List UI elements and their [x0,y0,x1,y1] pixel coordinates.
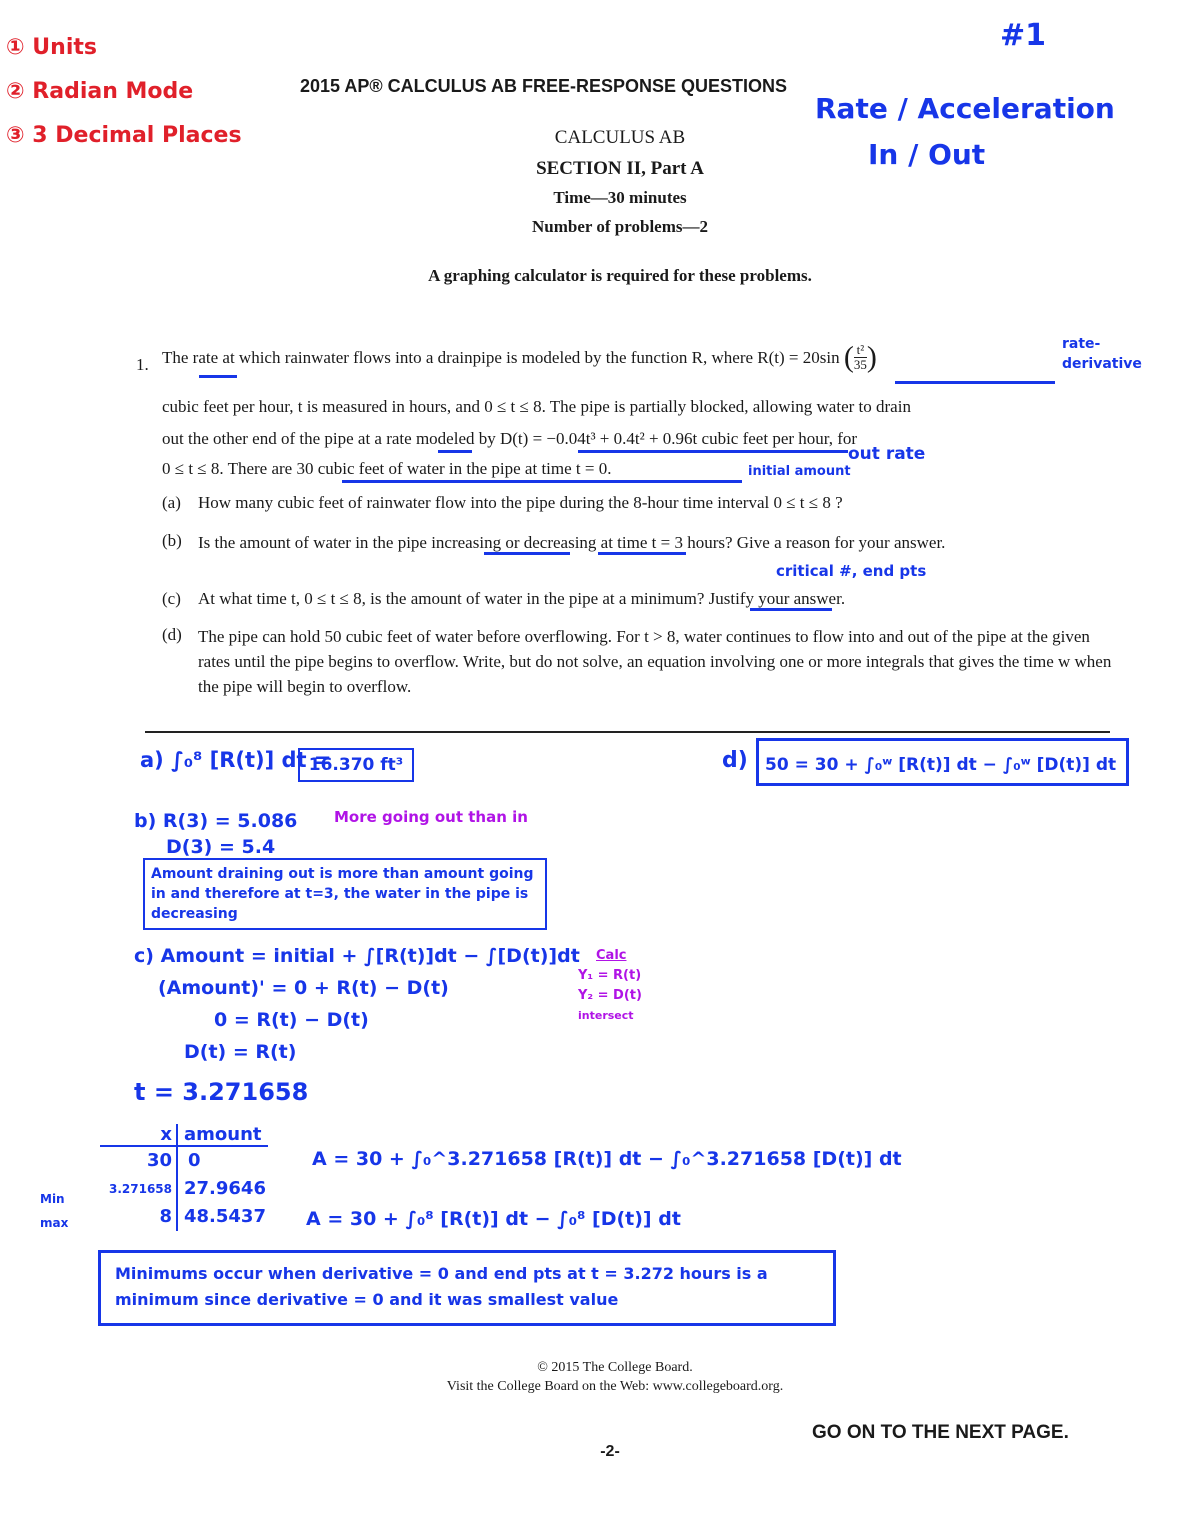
question-line-2: cubic feet per hour, t is measured in hours, and 0 ≤ t ≤ 8. The pipe is partially blocked, allowing water to drain [162,397,911,416]
divider-line [145,731,1110,733]
question-number: 1. [136,355,149,374]
increasing-underline [484,552,570,555]
work-d-answer: 50 = 30 + ∫₀ʷ [R(t)] dt − ∫₀ʷ [D(t)] dt [765,755,1117,775]
side-note-3: ③ 3 Decimal Places [6,123,242,148]
work-c [134,940,580,1108]
part-c-label: (c) [162,589,181,608]
work-c-line4: D(t) = R(t) [184,1041,297,1063]
work-d-label: d) [722,748,748,773]
copyright: © 2015 The College Board. [537,1360,693,1375]
page-number: -2- [600,1443,620,1460]
work-c-line3: 0 = R(t) − D(t) [214,1009,369,1031]
table-row: 30 0 [100,1147,268,1175]
rate-underline [199,375,237,378]
part-d-text: The pipe can hold 50 cubic feet of water before overflowing. For t > 8, water continues to flow into and out of the pipe at the given rates until the pipe begins to overflow. Write, but do not solve, an equation involving one or more integrals that gives the time w when the pipe will begin to overflow. [198,627,1112,696]
work-c-box [98,1250,836,1326]
initial-underline [342,480,742,483]
topic-note-rate: Rate / Acceleration [815,92,1115,125]
work-c-line2: (Amount)' = 0 + R(t) − D(t) [158,977,449,999]
topic-note-inout: In / Out [868,138,986,171]
part-d [162,624,1112,699]
question-line-4: 0 ≤ t ≤ 8. There are 30 cubic feet of water in the pipe at time t = 0. [162,459,612,478]
close-paren: ) [866,340,877,374]
amount-table [100,1124,268,1231]
row-tag-max: max [40,1216,69,1230]
part-b-label: (b) [162,531,182,550]
amount-eq-1: A = 30 + ∫₀^3.271658 [R(t)] dt − ∫₀^3.271658 [D(t)] dt [312,1148,902,1170]
question-line-1-text: The rate at which rainwater flows into a drainpipe is modeled by the function R, where R(t) = 20sin [162,347,840,367]
table-row: 3.271658 27.9646 [100,1175,268,1203]
decreasing-underline [598,552,686,555]
part-d-label: (d) [162,625,182,644]
calc-title: Calc [596,948,627,963]
work-c-line1: c) Amount = initial + ∫[R(t)]dt − ∫[D(t)]dt [134,945,580,967]
course-title: CALCULUS AB [554,127,686,148]
row-tag-min: Min [40,1192,65,1206]
table-row: 8 48.5437 [100,1203,268,1231]
page-title: 2015 AP® CALCULUS AB FREE-RESPONSE QUESTIONS [300,76,788,96]
open-paren: ( [843,340,854,374]
work-a-expr: ∫₀⁸ [R(t)] dt = [171,748,332,772]
work-b-box [143,858,547,930]
part-c-text: At what time t, 0 ≤ t ≤ 8, is the amount of water in the pipe at a minimum? Justify your answer. [198,589,846,608]
work-a-answer-box [298,748,414,782]
section-title: SECTION II, Part A [536,158,704,179]
work-c-line5: t = 3.271658 [134,1078,309,1106]
work-a-label: a) [140,748,164,772]
work-b-box-text: Amount draining out is more than amount going in and therefore at t=3, the water in the pipe is decreasing [151,866,534,922]
calc-y2: Y₂ = D(t) [578,988,642,1003]
frac-numerator: t² [854,343,867,358]
visit-line: Visit the College Board on the Web: www.collegeboard.org. [446,1379,784,1394]
work-d-box [756,738,1129,786]
annotation-rate-derivative: rate-derivative [1062,336,1142,372]
minimum-underline [750,608,832,611]
amount-eq-2: A = 30 + ∫₀⁸ [R(t)] dt − ∫₀⁸ [D(t)] dt [306,1208,681,1230]
rate2-underline [438,450,472,453]
annotation-out-rate: out rate [848,444,926,464]
time-limit: Time—30 minutes [553,188,687,207]
problem-count: Number of problems—2 [532,217,708,236]
sin-fraction [854,343,867,372]
part-c [162,588,1112,610]
calc-intersect: intersect [578,1009,634,1022]
D-underline [578,450,848,453]
work-c-box-text: Minimums occur when derivative = 0 and end pts at t = 3.272 hours is a minimum since derivative = 0 and it was smallest value [115,1264,768,1309]
side-note-1: ① Units [6,35,97,60]
frac-denominator: 35 [853,357,867,372]
side-notes [6,26,242,158]
table-header-x: x [100,1124,178,1145]
work-b [134,808,297,860]
problem-tag: #1 [1000,18,1047,53]
work-b-note: More going out than in [334,808,528,826]
part-b-text: Is the amount of water in the pipe increasing or decreasing at time t = 3 hours? Give a reason for your answer. [198,533,946,552]
calc-note [578,946,642,1026]
work-b-line2: D(3) = 5.4 [166,836,276,858]
work-b-line1: b) R(3) = 5.086 [134,810,298,832]
calculator-note: A graphing calculator is required for these problems. [428,266,812,285]
calc-y1: Y₁ = R(t) [578,968,642,983]
R-underline [895,381,1055,384]
question-line-3: out the other end of the pipe at a rate modeled by D(t) = −0.04t³ + 0.4t² + 0.96t cubic feet per hour, for [162,429,858,448]
part-a-text: How many cubic feet of rainwater flow into the pipe during the 8-hour time interval 0 ≤ t ≤ 8 ? [198,493,843,512]
annotation-initial-amount: initial amount [748,464,851,479]
work-a-answer: 16.370 ft³ [308,755,404,775]
side-note-2: ② Radian Mode [6,79,194,104]
next-page-label: GO ON TO THE NEXT PAGE. [812,1422,1069,1443]
annotation-critical: critical #, end pts [776,562,927,580]
part-a-label: (a) [162,493,181,512]
table-header-amount: amount [184,1124,262,1145]
table-header [100,1124,268,1147]
part-a [162,492,1112,514]
